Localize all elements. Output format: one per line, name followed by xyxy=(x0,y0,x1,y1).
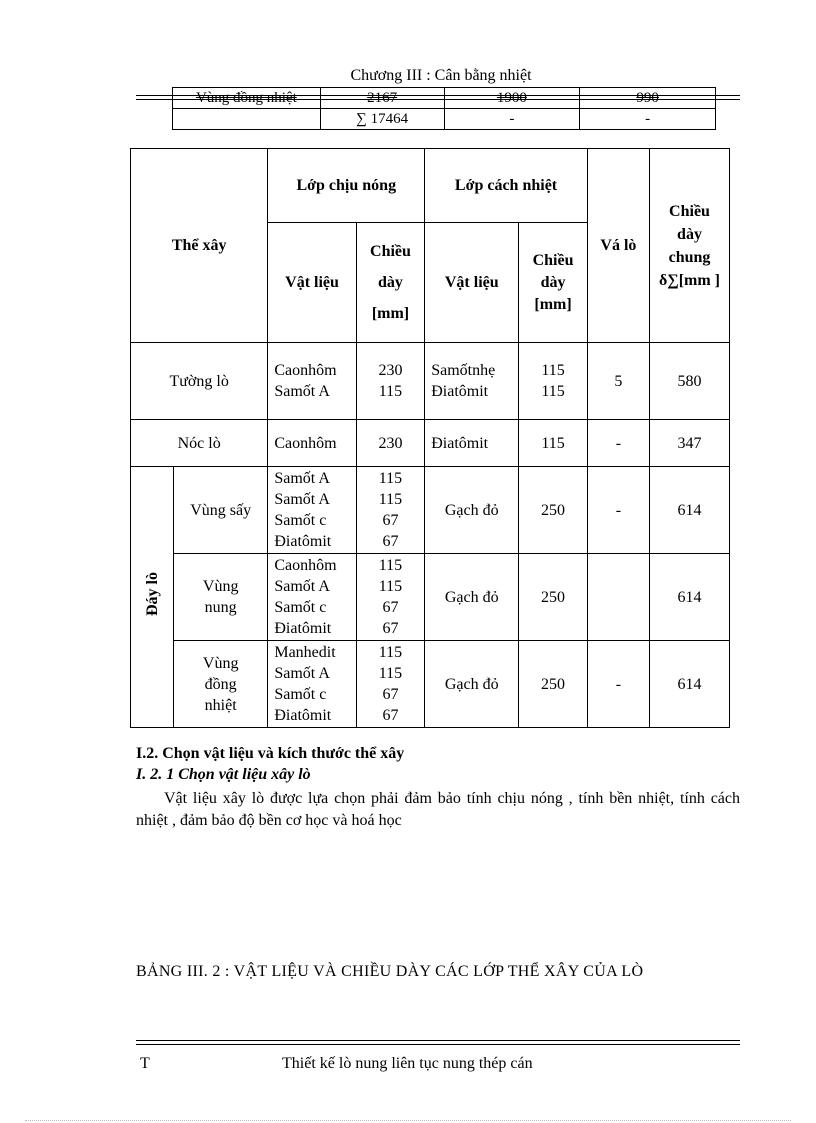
header-vat-lieu-1: Vật liệu xyxy=(268,223,356,343)
cell-th1: 115 115 67 67 xyxy=(356,554,425,641)
section-subheading: I. 2. 1 Chọn vật liệu xây lò xyxy=(136,766,311,783)
cell-va: - xyxy=(587,467,649,554)
cell-value: 2167 xyxy=(320,88,444,109)
row-label-vung-dong-nhiet: Vùng đồng nhiệt xyxy=(174,641,268,728)
cell-mat2: Điatômit xyxy=(425,420,519,467)
section-paragraph: Vật liệu xây lò được lựa chọn phải đảm bảo tính chịu nóng , tính bền nhiệt, tính cách nhiệt , đảm bảo độ bền cơ học và hoá học xyxy=(136,790,740,829)
cell-th1: 230 xyxy=(356,420,425,467)
header-lop-chiu-nong: Lớp chịu nóng xyxy=(268,149,425,223)
row-label-vung-nung: Vùng nung xyxy=(174,554,268,641)
footer-title: Thiết kế lò nung liên tục nung thép cán xyxy=(282,1055,533,1072)
cell-value: 990 xyxy=(580,88,716,109)
header-va-lo: Vá lò xyxy=(587,149,649,343)
cell-th2: 115 xyxy=(519,420,588,467)
cell-th2: 115 115 xyxy=(519,343,588,420)
cell-mat2: Samốtnhẹ Điatômit xyxy=(425,343,519,420)
table-row xyxy=(131,554,730,641)
table-row xyxy=(173,109,716,130)
page-bottom-dotted-line xyxy=(25,1120,791,1121)
cell-value: - xyxy=(580,109,716,130)
table-row xyxy=(131,467,730,554)
cell-mat1: Caonhôm Samốt A Samốt c Điatômit xyxy=(268,554,356,641)
row-label-noc-lo: Nóc lò xyxy=(131,420,268,467)
header-chieu-day-2: Chiều dày [mm] xyxy=(519,223,588,343)
cell-th1: 230 115 xyxy=(356,343,425,420)
table-header-row xyxy=(131,149,730,223)
header-chieu-day-chung: Chiều dày chung δ∑[mm ] xyxy=(650,149,730,343)
header-vat-lieu-2: Vật liệu xyxy=(425,223,519,343)
row-label-vung-say: Vùng sấy xyxy=(174,467,268,554)
cell-th1: 115 115 67 67 xyxy=(356,641,425,728)
cell-th2: 250 xyxy=(519,467,588,554)
page-header-title: Chương III : Cân bằng nhiệt xyxy=(350,67,532,84)
cell-total: 614 xyxy=(650,467,730,554)
materials-table xyxy=(130,148,730,728)
cell-total: 347 xyxy=(650,420,730,467)
row-group-day-lo: Đáy lò xyxy=(131,467,174,728)
cell-va: - xyxy=(587,641,649,728)
cell-mat1: Manhedit Samốt A Samốt c Điatômit xyxy=(268,641,356,728)
cell-th2: 250 xyxy=(519,554,588,641)
table-row xyxy=(173,88,716,109)
cell-total: 580 xyxy=(650,343,730,420)
table-caption: BẢNG III. 2 : VẬT LIỆU VÀ CHIỀU DÀY CÁC LỚP THỂ XÂY CỦA LÒ xyxy=(136,963,644,980)
continuation-table xyxy=(172,87,716,130)
section-heading: I.2. Chọn vật liệu và kích thước thể xây xyxy=(136,745,405,762)
table-row xyxy=(131,420,730,467)
cell-sum: ∑ 17464 xyxy=(320,109,444,130)
cell-va: 5 xyxy=(587,343,649,420)
cell-value: 1900 xyxy=(444,88,580,109)
cell-mat1: Caonhôm xyxy=(268,420,356,467)
cell-mat2: Gạch đỏ xyxy=(425,554,519,641)
cell-mat2: Gạch đỏ xyxy=(425,641,519,728)
footer-left-text: T xyxy=(140,1055,150,1072)
header-chieu-day-1: Chiều dày [mm] xyxy=(356,223,425,343)
cell-mat1: Samốt A Samốt A Samốt c Điatômit xyxy=(268,467,356,554)
cell-va: - xyxy=(587,420,649,467)
table-row xyxy=(131,641,730,728)
cell-value: - xyxy=(444,109,580,130)
cell-va xyxy=(587,554,649,641)
cell-mat1: Caonhôm Samốt A xyxy=(268,343,356,420)
row-label-tuong-lo: Tường lò xyxy=(131,343,268,420)
header-lop-cach-nhiet: Lớp cách nhiệt xyxy=(425,149,588,223)
cell-zone-name: Vùng đồng nhiệt xyxy=(173,88,321,109)
cell-th1: 115 115 67 67 xyxy=(356,467,425,554)
header-the-xay: Thể xây xyxy=(131,149,268,343)
footer-rule xyxy=(136,1040,740,1045)
cell-empty xyxy=(173,109,321,130)
cell-total: 614 xyxy=(650,641,730,728)
cell-th2: 250 xyxy=(519,641,588,728)
cell-mat2: Gạch đỏ xyxy=(425,467,519,554)
cell-total: 614 xyxy=(650,554,730,641)
table-row xyxy=(131,343,730,420)
